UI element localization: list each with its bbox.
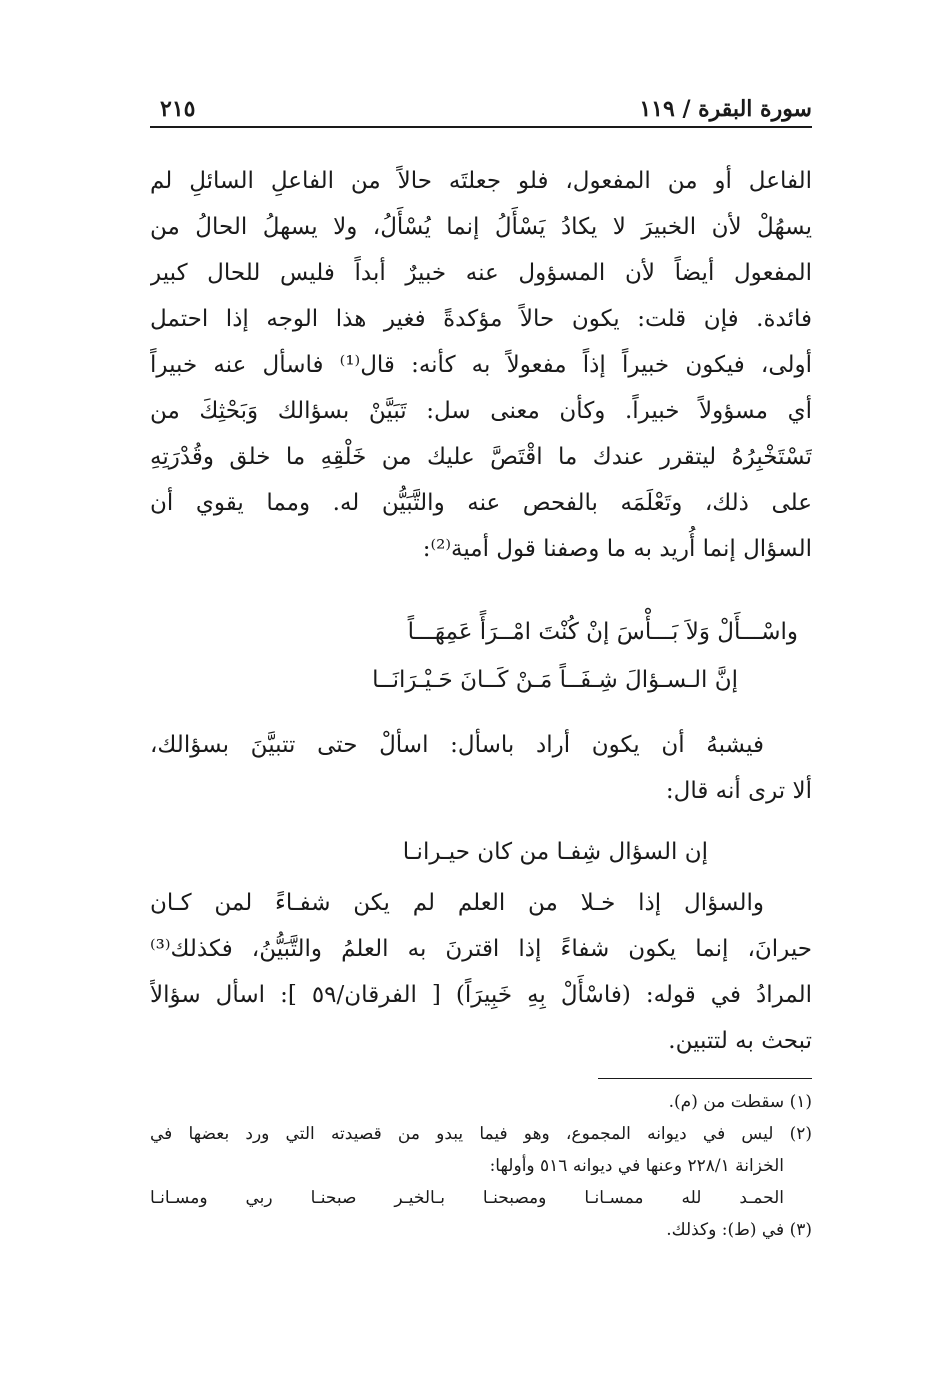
text-line: على ذلك، وتَعْلَمَه بالفحص عنه والتَّبَيُّن له. ومما يقوي أن: [150, 490, 812, 516]
text-line: المفعول أيضاً لأن المسؤول عنه خبيرٌ أبداً فليس للحال كبير: [150, 260, 812, 286]
text-line: أولى، فيكون خبيراً إذاً مفعولاً به كأنه: قال⁽¹⁾ فاسأل عنه خبيراً: [150, 352, 812, 378]
text-line: فائدة. فإن قلت: يكون حالاً مؤكدةً فغير هذا الوجه إذا احتمل: [150, 306, 812, 332]
running-head: سورة البقرة / ١١٩: [639, 96, 812, 122]
poetry-verse: [238, 608, 798, 704]
quoted-verse: إن السؤال شِفـا من كان حيـرانـا: [402, 839, 708, 865]
text-line: تبحث به لتتبين.: [668, 1028, 812, 1054]
text-line: الفاعل أو من المفعول، فلو جعلتَه حالاً من الفاعلِ السائلِ لم: [150, 168, 812, 194]
page-header: [150, 92, 812, 128]
footnote-2-verse: الحمـد لله ممسـانـا ومصبحنـا بـالخيـر صبحنـا ربي ومسـانـا: [150, 1188, 784, 1208]
text-line: تَسْتَخْبِرُهُ ليتقرر عندك ما اقْتَصَّ عليك من خَلْقِهِ ما خلق وقُدْرَتِهِ: [150, 444, 812, 470]
paragraph-2: [150, 722, 812, 814]
footnote-2-cont: الخزانة ٢٢٨/١ وعنها في ديوانه ٥١٦ وأولها:: [489, 1156, 784, 1176]
verse-line: إنَّ الـسـؤالَ شِـفَــاً مَـنْ كَــانَ حَـيْـرَانَــا: [372, 667, 738, 693]
text-line: حيرانَ، إنما يكون شفاءً إذا اقترنَ به العلمُ والتَّبَيُّنُ، فكذلك⁽³⁾: [150, 936, 812, 962]
paragraph-3: [150, 880, 812, 1064]
verse-line: واسْـــأَلْ وَلاَ بَـــأْسَ إنْ كُنْتَ امْــرَأً عَمِهَـــاً: [407, 619, 798, 645]
text-line: السؤال إنما أُريد به ما وصفنا قول أمية⁽²⁾:: [422, 536, 812, 562]
text-line: فيشبهُ أن يكون أراد باسأل: اسألْ حتى تتبيَّنَ بسؤالك،: [150, 732, 764, 758]
paragraph-1: [150, 158, 812, 572]
footnote-1: (١) سقطت من (م).: [668, 1092, 812, 1112]
footnote-rule: [598, 1078, 812, 1079]
footnote-3: (٣) في (ط): وكذلك.: [666, 1220, 812, 1240]
text-line: أي مسؤولاً خبيراً. وكأن معنى سل: تَبَيَّنْ بسؤالك وَبَحْثِكَ من: [150, 398, 812, 424]
text-line: يسهُلْ لأن الخبيرَ لا يكادُ يَسْأَلُ إنما يُسْأَلُ، ولا يسهلُ الحالُ من: [150, 214, 812, 240]
text-line: والسؤال إذا خـلا من العلم لم يكن شفـاءً لمن كـان: [150, 890, 764, 916]
footnotes: [150, 1086, 812, 1246]
text-line: المرادُ في قوله: (فاسْأَلْ بِهِ خَبِيرَاً) [ الفرقان/٥٩ ]: اسأل سؤالاً: [150, 982, 812, 1008]
footnote-2: (٢) ليس في ديوانه المجموع، وهو فيما يبدو من قصيدته التي ورد بعضها في: [150, 1124, 812, 1144]
text-line: ألا ترى أنه قال:: [665, 778, 812, 804]
header-rule: [150, 126, 812, 128]
page-number: ٢١٥: [160, 96, 196, 122]
